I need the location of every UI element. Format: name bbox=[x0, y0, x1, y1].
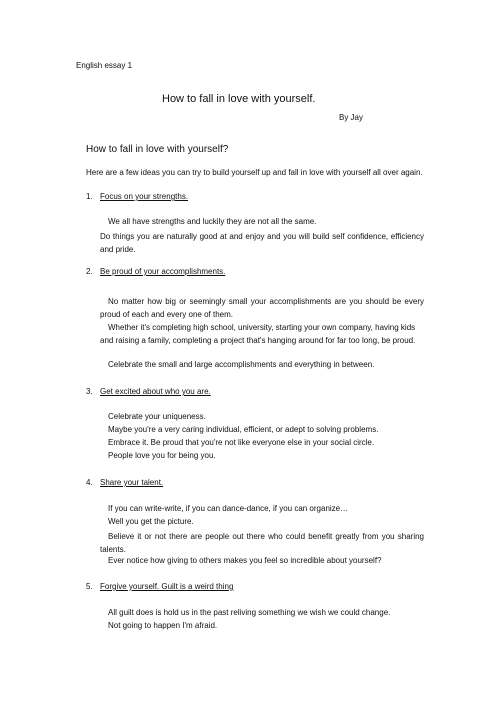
body-line: Believe it or not there are people out there who could benefit greatly from you sharing talents. bbox=[100, 532, 424, 554]
body-line: If you can write-write, if you can dance-dance, if you can organize… bbox=[108, 504, 349, 513]
section-subtitle: How to fall in love with yourself? bbox=[86, 144, 229, 155]
section-heading: Share your talent. bbox=[100, 478, 164, 487]
section-heading: Get excited about who you are. bbox=[100, 387, 211, 396]
section-number: 5. bbox=[86, 582, 93, 591]
body-line: All guilt does is hold us in the past reliving something we wish we could change. bbox=[108, 608, 391, 617]
body-line: Well you get the picture. bbox=[108, 517, 194, 526]
section-number: 3. bbox=[86, 387, 93, 396]
document-title: How to fall in love with yourself. bbox=[162, 93, 316, 105]
body-line: Celebrate your uniqueness. bbox=[108, 412, 206, 421]
body-line: Whether it's completing high school, university, starting your own company, having kids and raising a family, completing a project that's hanging around for far too long, be proud. bbox=[100, 323, 416, 345]
section-number: 2. bbox=[86, 267, 93, 276]
body-line: Do things you are naturally good at and enjoy and you will build self confidence, efficiency and pride. bbox=[100, 232, 424, 254]
body-line: People love you for being you. bbox=[108, 451, 216, 460]
body-line: Ever notice how giving to others makes you feel so incredible about yourself? bbox=[108, 556, 382, 565]
section-number: 4. bbox=[86, 478, 93, 487]
body-line: Maybe you're a very caring individual, efficient, or adept to solving problems. bbox=[108, 425, 379, 434]
section-number: 1. bbox=[86, 192, 93, 201]
body-line: Embrace it. Be proud that you're not like everyone else in your social circle. bbox=[108, 438, 375, 447]
body-line: No matter how big or seemingly small your accomplishments are you should be every proud of each and every one of them. bbox=[100, 297, 424, 319]
section-heading: Be proud of your accomplishments. bbox=[100, 267, 226, 276]
document-label: English essay 1 bbox=[76, 61, 133, 70]
body-line: Celebrate the small and large accomplishments and everything in between. bbox=[108, 360, 375, 369]
body-line: Not going to happen I'm afraid. bbox=[108, 621, 218, 630]
section-heading: Forgive yourself. Guilt is a weird thing bbox=[100, 582, 234, 591]
byline: By Jay bbox=[339, 113, 364, 122]
body-line: We all have strengths and luckily they are not all the same. bbox=[108, 217, 317, 226]
intro-paragraph: Here are a few ideas you can try to build yourself up and fall in love with yourself all over again. bbox=[86, 168, 423, 177]
section-heading: Focus on your strengths. bbox=[100, 192, 189, 201]
